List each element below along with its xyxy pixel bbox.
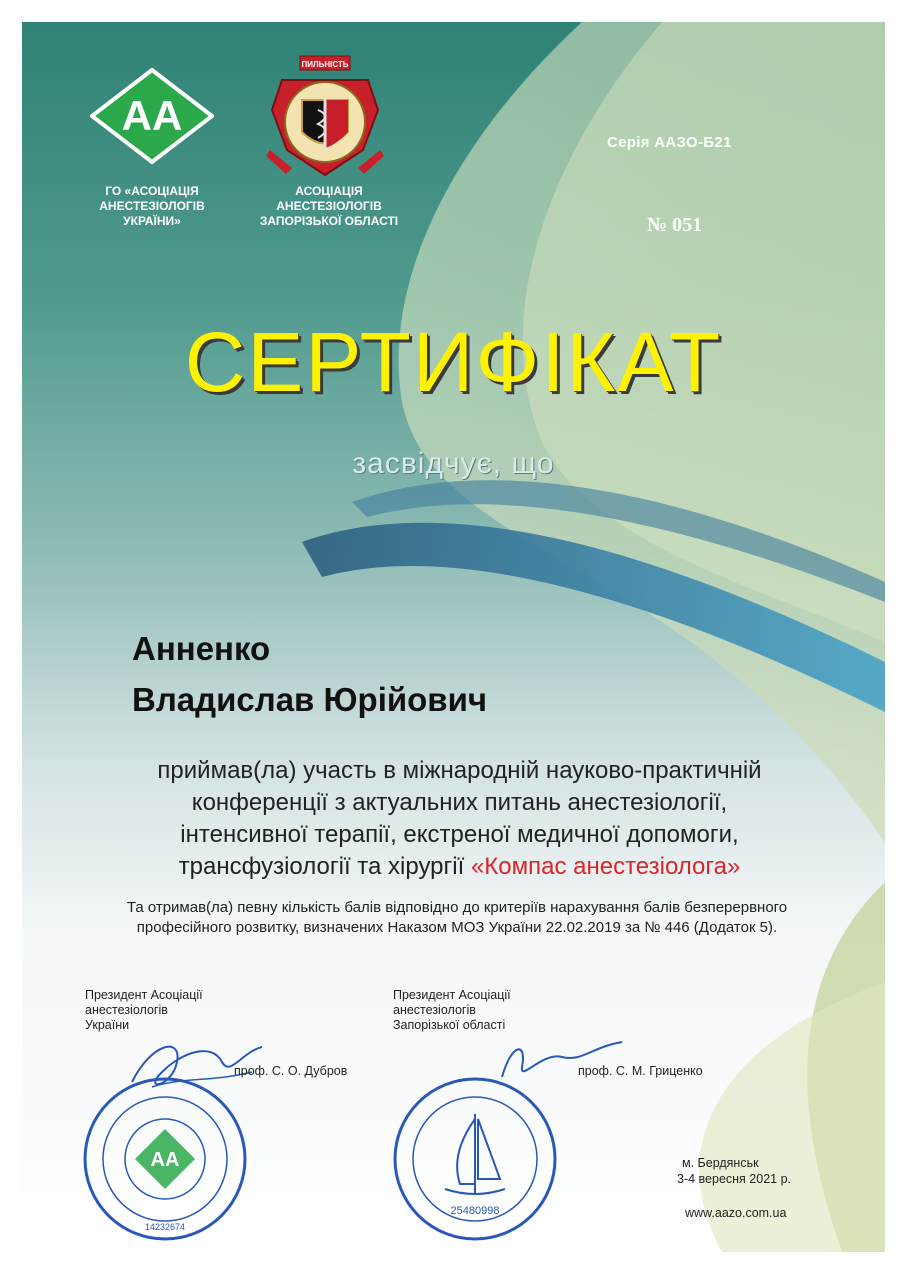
svg-text:AA: AA [121, 92, 183, 139]
right-stamp [390, 1074, 560, 1244]
event-date: 3-4 вересня 2021 р. [677, 1172, 791, 1186]
conference-name: «Компас анестезіолога» [470, 853, 741, 880]
zaporizhzhia-association-emblem [262, 50, 388, 180]
right-stamp-code: 25480998 [450, 1205, 500, 1217]
certificate-subtitle: засвідчує, що [352, 447, 555, 480]
recipient-given-names: Владислав Юрійович [132, 681, 488, 718]
emblem-ribbon-text: ПИЛЬНІСТЬ [301, 60, 349, 69]
points-line: Та отримав(ла) певну кількість балів відповідно до критеріїв нарахування балів безперервного [126, 899, 788, 916]
right-signatory-title: Президент Асоціації анестезіологів Запорізької області [393, 988, 511, 1032]
left-signatory-name: проф. С. О. Дубров [234, 1064, 348, 1078]
participation-line: конференції з актуальних питань анестезіології, [191, 789, 728, 816]
participation-line: приймав(ла) участь в міжнародній науково-практичній [157, 757, 762, 784]
participation-line: трансфузіології та хірургії [178, 853, 471, 880]
event-place: м. Бердянськ [682, 1156, 759, 1170]
points-text [62, 898, 852, 938]
association-ukraine-logo [90, 68, 214, 164]
right-signature [492, 1032, 632, 1092]
logo-right-caption: АСОЦІАЦІЯ АНЕСТЕЗІОЛОГІВ ЗАПОРІЗЬКОЇ ОБЛАСТІ [259, 184, 399, 228]
certificate-title: СЕРТИФІКАТ [184, 315, 723, 409]
svg-text:AA: AA [150, 1149, 180, 1171]
participation-text [72, 755, 847, 883]
points-line: професійного розвитку, визначених Наказом МОЗ України 22.02.2019 за № 446 (Додаток 5). [136, 919, 778, 936]
logo-left-caption: ГО «АСОЦІАЦІЯ АНЕСТЕЗІОЛОГІВ УКРАЇНИ» [99, 184, 205, 228]
certificate [22, 22, 885, 1252]
recipient-surname: Анненко [132, 630, 271, 667]
participation-line: інтенсивної терапії, екстреної медичної допомоги, [180, 821, 739, 848]
certificate-series: Серія ААЗО-Б21 [607, 134, 732, 151]
left-stamp-code: 14232674 [144, 1222, 186, 1232]
left-signatory-title: Президент Асоціації анестезіологів України [85, 988, 203, 1032]
certificate-number: № 051 [647, 214, 703, 236]
right-signatory-name: проф. С. М. Гриценко [578, 1064, 703, 1078]
website-link[interactable]: www.aazo.com.ua [685, 1206, 787, 1220]
